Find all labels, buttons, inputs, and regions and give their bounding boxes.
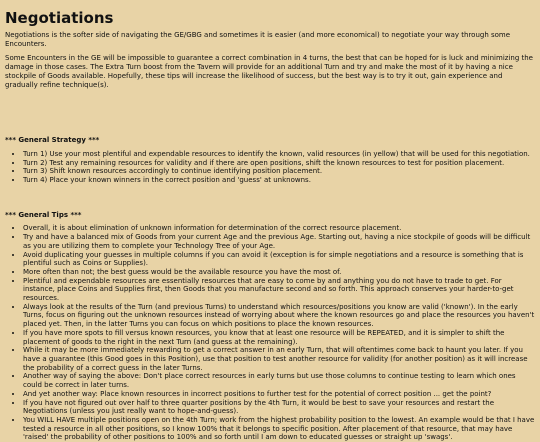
- strategy-heading: *** General Strategy ***: [5, 136, 100, 145]
- tips-list: [5, 224, 535, 442]
- spacer: [5, 95, 535, 136]
- strategy-item: • Turn 1) Use your most plentiful and expendable resources to identify the known, valid resources (in yellow) that will be used for this negotiation.: [23, 150, 535, 159]
- intro-paragraph-2: Some Encounters in the GE will be impossible to guarantee a correct combination in 4 turns, the best that can be hoped for is luck and minimizing the damage in those cases. The Extra Turn boost from the Tavern will provide for an additional Turn and try and make the most of it by having a nice stockpile of Goods available. Hopefully, these tips will increase the likelihood of success, but the best way is to try it out, gain experience and gradually refine technique(s).: [5, 54, 533, 89]
- tip-item: • Always look at the results of the Turn (and previous Turns) to understand which resources/positions you know are valid ('known'). In the early Turns, focus on figuring out the unknown resources instead of worrying about where the known resources go and place the resources you haven't placed yet. Then, in the latter Turns you can focus on which positions to place the known resources.: [23, 303, 535, 329]
- tip-item: • If you have not figured out over half to three quarter positions by the 4th Turn, it would be best to save your resources and restart the Negotiations (unless you just really want to hope-and-guess).: [23, 399, 535, 416]
- tip-item: • Try and have a balanced mix of Goods from your current Age and the previous Age. Starting out, having a nice stockpile of goods will be difficult as you are utilizing them to complete your Technology Tree of your Age.: [23, 233, 535, 250]
- strategy-item: • Turn 4) Place your known winners in the correct position and 'guess' at unknowns.: [23, 176, 535, 185]
- tip-item: • Another way of saying the above: Don't place correct resources in early turns but use those columns to continue testing to learn which ones could be correct in later turns.: [23, 372, 535, 389]
- tip-item: • And yet another way: Place known resources in incorrect positions to further test for the potential of correct position ... get the point?: [23, 390, 535, 399]
- tip-item: • Avoid duplicating your guesses in multiple columns if you can avoid it (exception is for simple negotiations and a resource is something that is plentiful such as Coins or Supplies).: [23, 251, 535, 268]
- strategy-item: • Turn 3) Shift known resources accordingly to continue identifying position placement.: [23, 167, 535, 176]
- page-title: Negotiations: [5, 9, 114, 27]
- intro-paragraph-1: Negotiations is the softer side of navigating the GE/GBG and sometimes it is easier (and more economical) to negotiate your way through some Encounters.: [5, 31, 511, 48]
- tips-heading: *** General Tips ***: [5, 210, 82, 219]
- tip-item: • You WILL HAVE multiple positions open on the 4th Turn; work from the highest probability position to the lowest. An example would be that I have tested a resource in all other positions, so I know 100% that it belongs to specific position. After placement of that resource, that may have 'raised' the probability of other positions to 100% and so forth until I am down to educated guesses or straight up 'swags'.: [23, 416, 535, 442]
- tip-item: • Plentiful and expendable resources are essentially resources that are easy to come by and anything you do not have to trade to get. For instance, place Coins and Supplies first, then Goods that you manufacture second and so forth. This approach conserves your harder-to-get resources.: [23, 277, 535, 303]
- spacer: [5, 185, 535, 211]
- tip-item: • More often than not; the best guess would be the available resource you have the most of.: [23, 268, 535, 277]
- tip-item: • While it may be more immediately rewarding to get a correct answer in an early Turn, that will oftentimes come back to haunt you later. If you have a guarantee (this Good goes in this Position), use that position to test another resource for validity (for another position) as it will increase the probability of a correct guess in the later Turns.: [23, 346, 535, 372]
- tip-item: • Overall, it is about elimination of unknown information for determination of the correct resource placement.: [23, 224, 535, 233]
- strategy-item: • Turn 2) Test any remaining resources for validity and if there are open positions, shift the known resources to test for position placement.: [23, 159, 535, 168]
- tip-item: • If you have more spots to fill versus known resources, you know that at least one resource will be REPEATED, and it is simpler to shift the placement of goods to the right in the next Turn (and guess at the remaining).: [23, 329, 535, 346]
- strategy-list: [5, 150, 535, 185]
